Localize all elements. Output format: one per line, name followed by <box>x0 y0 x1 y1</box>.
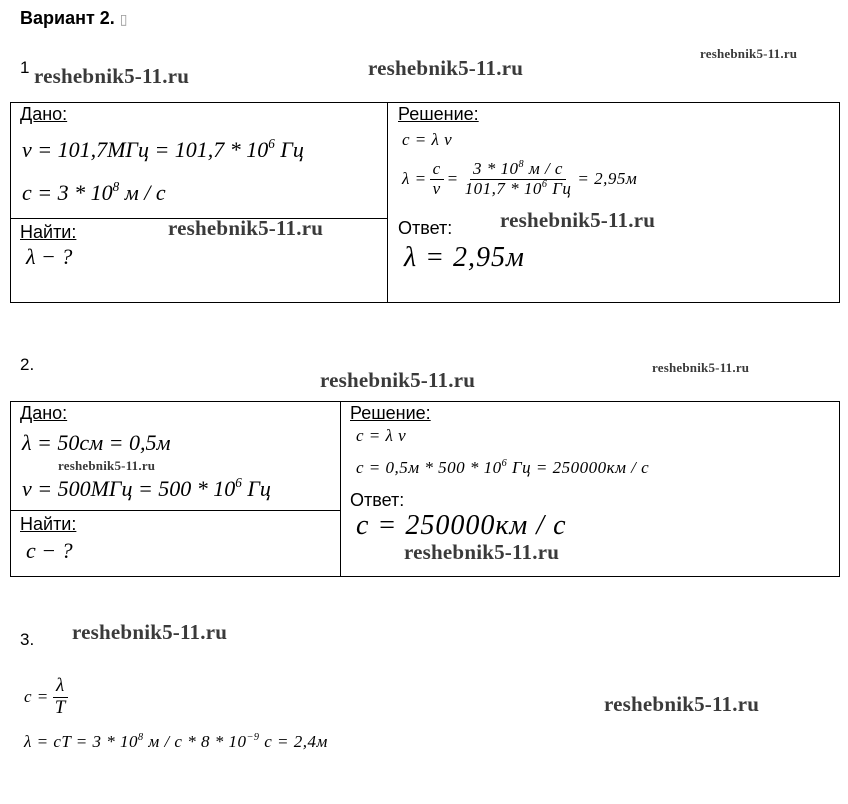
answer-label: Ответ: <box>350 490 405 510</box>
watermark: reshebnik5-11.ru <box>404 540 560 564</box>
unit: Гц <box>547 178 572 198</box>
fraction-c-over-nu <box>430 160 444 198</box>
numerator-text: 3 * 10 <box>473 159 519 178</box>
problem2-given-divider <box>10 510 340 511</box>
problem3-number: 3. <box>20 630 35 649</box>
result: = 2,95м <box>577 169 638 189</box>
problem2-divider <box>340 401 341 577</box>
given-frequency <box>22 476 271 502</box>
unit: Гц <box>274 137 304 162</box>
formula-wave: c = λ ν <box>356 426 407 445</box>
formula-wavelength <box>24 732 328 752</box>
unit: м / с <box>524 159 563 178</box>
watermark: reshebnik5-11.ru <box>72 620 228 644</box>
fraction-values <box>462 160 575 198</box>
given-speed-text: c = 3 * 10 <box>22 180 113 205</box>
given-wavelength: λ = 50см = 0,5м <box>22 430 171 455</box>
watermark: reshebnik5-11.ru <box>168 216 324 240</box>
given-frequency <box>22 137 304 163</box>
numerator: c <box>430 160 444 180</box>
exponent: 6 <box>235 474 242 490</box>
formula-text: c = 0,5м * 500 * 10 <box>356 458 502 477</box>
formula-lhs: c = <box>24 687 49 707</box>
solution-label: Решение: <box>350 403 431 423</box>
watermark: reshebnik5-11.ru <box>368 56 524 80</box>
fraction-lambda-over-t <box>52 676 69 719</box>
problem2-number: 2. <box>20 355 35 374</box>
find-label: Найти: <box>20 222 77 242</box>
denominator <box>462 180 575 199</box>
watermark: reshebnik5-11.ru <box>58 458 156 473</box>
solution-label: Решение: <box>398 104 479 124</box>
formula-lhs: λ = <box>402 169 427 189</box>
formula-tail: с = 2,4м <box>259 732 328 751</box>
problem1-number: 1 <box>20 58 30 77</box>
denominator-text: 101,7 * 10 <box>464 178 542 198</box>
watermark: reshebnik5-11.ru <box>604 692 760 716</box>
formula-wavelength <box>402 160 637 198</box>
find-label: Найти: <box>20 514 77 534</box>
watermark: reshebnik5-11.ru <box>700 46 798 61</box>
answer-label: Ответ: <box>398 218 453 238</box>
watermark: reshebnik5-11.ru <box>320 368 476 392</box>
title-marker: ▯ <box>119 11 128 27</box>
formula-period <box>24 676 72 719</box>
formula-mid: м / с * 8 * 10 <box>143 732 247 751</box>
exponent: 8 <box>138 731 144 743</box>
unit: м / с <box>119 180 166 205</box>
given-label: Дано: <box>20 104 68 124</box>
exponent: −9 <box>246 731 260 743</box>
find-value: c − ? <box>26 538 73 563</box>
exponent: 6 <box>501 457 508 469</box>
unit: Гц <box>241 476 271 501</box>
variant-title-text: Вариант 2. <box>20 8 115 28</box>
given-frequency-text: ν = 500МГц = 500 * 10 <box>22 476 236 501</box>
exponent: 8 <box>112 178 120 194</box>
given-label: Дано: <box>20 403 68 423</box>
answer-value: c = 250000км / с <box>356 510 567 541</box>
find-value: λ − ? <box>26 244 73 269</box>
denominator: T <box>54 696 66 718</box>
problem1-divider <box>387 102 388 303</box>
formula-wave: c = λ ν <box>402 130 453 149</box>
watermark: reshebnik5-11.ru <box>34 64 190 88</box>
formula-text: λ = cT = 3 * 10 <box>24 732 138 751</box>
numerator <box>470 160 566 180</box>
denominator: ν <box>432 178 441 198</box>
equals: = <box>446 169 459 189</box>
exponent: 6 <box>268 135 275 151</box>
exponent: 6 <box>541 178 548 190</box>
formula-speed <box>356 458 649 478</box>
answer-value: λ = 2,95м <box>404 242 525 273</box>
given-speed <box>22 180 166 206</box>
formula-tail: Гц = 250000км / с <box>507 458 650 477</box>
variant-title <box>20 8 128 29</box>
given-frequency-text: ν = 101,7МГц = 101,7 * 10 <box>22 137 269 162</box>
watermark: reshebnik5-11.ru <box>500 208 656 232</box>
watermark: reshebnik5-11.ru <box>652 360 750 375</box>
exponent: 8 <box>518 158 525 170</box>
numerator: λ <box>53 676 68 698</box>
